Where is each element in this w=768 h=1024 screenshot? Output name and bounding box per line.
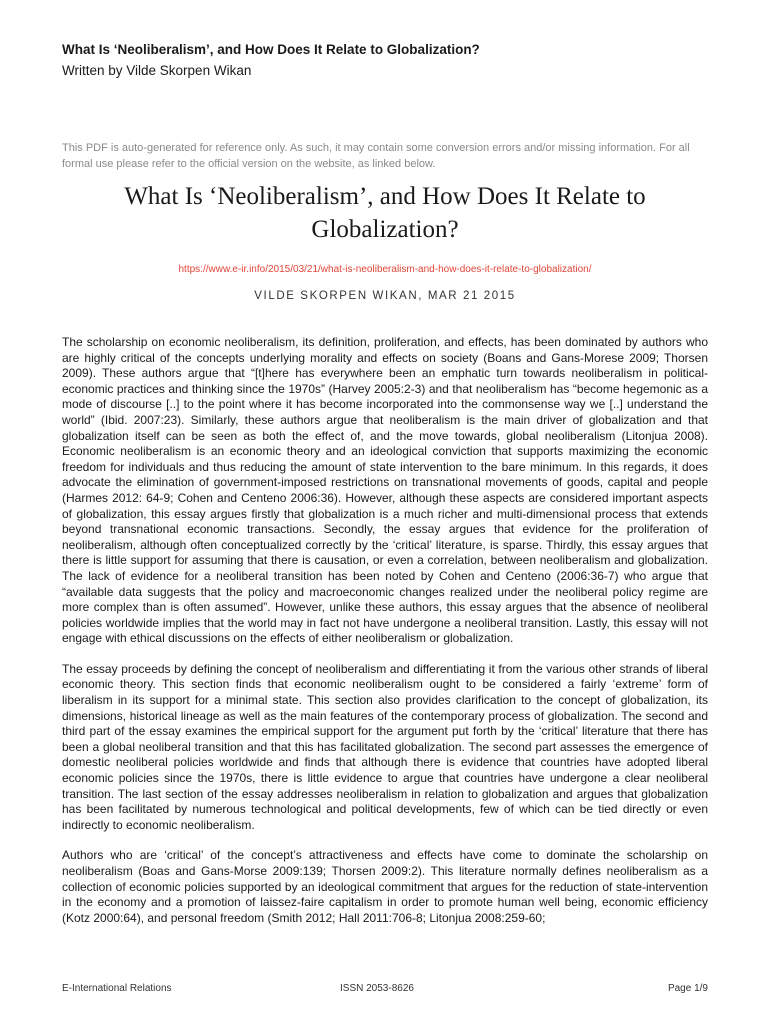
article-title: What Is ‘Neoliberalism’, and How Does It Relate to Globalization? — [124, 183, 646, 243]
article-url-link[interactable]: https://www.e-ir.info/2015/03/21/what-is-neoliberalism-and-how-does-it-relate-to-globalization/ — [178, 264, 592, 275]
footer-publisher: E-International Relations — [62, 983, 172, 994]
page-footer — [62, 983, 708, 999]
body-paragraph: Authors who are ‘critical’ of the concept’s attractiveness and effects have come to dominate the scholarship on neoliberalism (Boas and Gans-Morse 2009:139; Thorsen 2009:2). This literature normally defines neoliberalism as a collection of economic policies supported by an ideological commitment that argues for the reduction of state-intervention in the economy and a promotion of laissez-faire capitalism in order to promote human well being, economic efficiency (Kotz 2000:64), and personal freedom (Smith 2012; Hall 2011:706-8; Litonjua 2008:259-60; — [62, 848, 708, 925]
auto-generated-notice: This PDF is auto-generated for reference only. As such, it may contain some conversion errors and/or missing information. For all formal use please refer to the official version on the website, as linked below. — [62, 142, 690, 170]
body-paragraph: The scholarship on economic neoliberalism, its definition, proliferation, and effects, has been dominated by authors who are highly critical of the concepts underlying morality and effects on society (Boans and Gans-Morese 2009; Thorsen 2009). These authors argue that “[t]here has everywhere been an emphatic turn towards neoliberalism in political-economic practices and thinking since the 1970s” (Harvey 2005:2-3) and that neoliberalism has “become hegemonic as a mode of discourse [..] to the point where it has become incorporated into the commonsense way we [..] understand the world” (Ibid. 2007:23). Similarly, these authors argue that neoliberalism is the main driver of globalization and that globalization itself can be seen as both the effect of, and the move towards, global neoliberalism (Litonjua 2008). Economic neoliberalism is an economic theory and an ideological conviction that supports maximizing the economic freedom for individuals and thus reducing the amount of state intervention to the bare minimum. In this regards, it does advocate the elimination of government-imposed restrictions on transnational movements of goods, capital and people (Harmes 2012: 64-9; Cohen and Centeno 2006:36). However, although these aspects are considered important aspects of globalization, this essay argues firstly that globalization is a much richer and multi-dimensional process that extends beyond transnational economic transactions. Secondly, the essay argues that evidence for the proliferation of neoliberalism, although often conceptualized correctly by the ‘critical’ literature, is sparse. Thirdly, this essay argues that there is little support for assuming that there is causation, or even a correlation, between neoliberalism and globalization. The lack of evidence for a neoliberal transition has been noted by Cohen and Centeno (2006:36-7) who argue that “available data suggests that the policy and macroeconomic changes realized under the neoliberal policy regime are more complex than is often assumed”. However, unlike these authors, this essay argues that the absence of neoliberal policies worldwide implies that the world may in fact not have undergone a neoliberal transition. Lastly, this essay will not engage with ethical discussions on the effects of either neoliberalism or globalization. — [62, 335, 708, 646]
header-author: Written by Vilde Skorpen Wikan — [62, 63, 252, 78]
footer-page-number: Page 1/9 — [667, 983, 708, 994]
article-body — [62, 335, 708, 941]
header-title: What Is ‘Neoliberalism’, and How Does It Relate to Globalization? — [62, 42, 480, 57]
article-byline: VILDE SKORPEN WIKAN, MAR 21 2015 — [254, 290, 516, 302]
footer-issn: ISSN 2053-8626 — [340, 983, 414, 994]
body-paragraph: The essay proceeds by defining the concept of neoliberalism and differentiating it from the various other strands of liberal economic theory. This section finds that economic neoliberalism ought to be considered a fairly ‘extreme’ form of liberalism in its support for a minimal state. This section also provides clarification to the concept of globalization, its dimensions, historical lineage as well as the main features of the contemporary process of globalization. The second and third part of the essay examines the empirical support for the argument put forth by the ‘critical’ literature that there has been a global neoliberal transition and that this has facilitated globalization. The second part assesses the emergence of domestic neoliberal policies worldwide and finds that although there is evidence that countries have adopted liberal economic policies since the 1970s, there is little evidence to argue that countries have undergone a clear neoliberal transition. The last section of the essay addresses neoliberalism in relation to globalization and argues that globalization has been facilitated by numerous technological and political developments, few of which can be tied directly or even indirectly to economic neoliberalism. — [62, 661, 708, 832]
